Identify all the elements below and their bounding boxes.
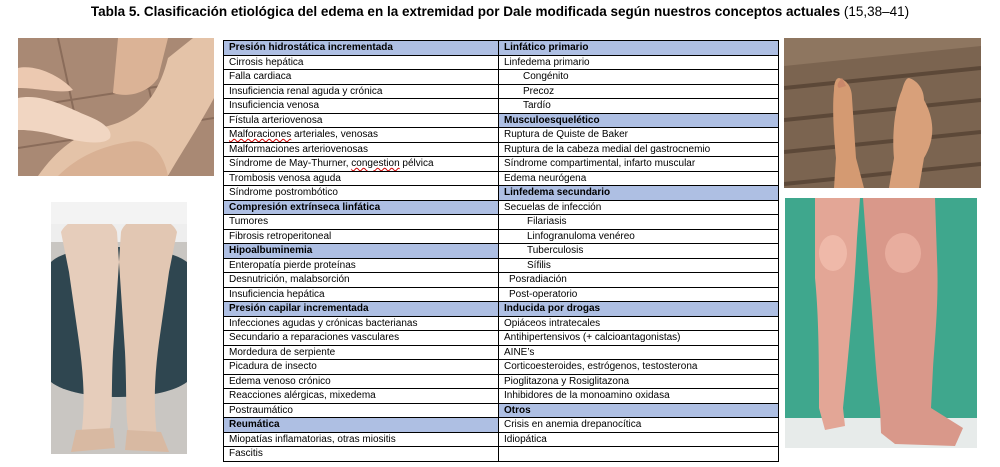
category-label: Linfático primario bbox=[504, 42, 589, 54]
cell-text: Fístula arteriovenosa bbox=[229, 114, 323, 126]
cell-text: Sífilis bbox=[527, 259, 551, 271]
cell-text: Linfogranuloma venéreo bbox=[527, 230, 635, 242]
table-row bbox=[224, 418, 779, 433]
table-cell bbox=[224, 142, 499, 157]
cell-text: Corticoesteroides, estrógenos, testosterona bbox=[504, 361, 698, 373]
cell-text: Malformaciones arteriovenosas bbox=[229, 143, 368, 155]
table-cell bbox=[499, 316, 779, 331]
table-row bbox=[224, 229, 779, 244]
table-cell bbox=[499, 287, 779, 302]
cell-text: Postraumático bbox=[229, 404, 293, 416]
table-cell bbox=[224, 128, 499, 143]
cell-text: Trombosis venosa aguda bbox=[229, 172, 341, 184]
table-row bbox=[224, 215, 779, 230]
table-cell bbox=[499, 360, 779, 375]
title-main: Tabla 5. Clasificación etiológica del edema en la extremidad por Dale modificada según nuestros conceptos actuales bbox=[90, 4, 841, 19]
table-cell bbox=[224, 331, 499, 346]
cell-text: Post-operatorio bbox=[509, 288, 578, 300]
category-label: Inducida por drogas bbox=[504, 303, 601, 315]
table-row bbox=[224, 432, 779, 447]
table-cell bbox=[224, 389, 499, 404]
cell-text: Falla cardiaca bbox=[229, 71, 292, 83]
table-row bbox=[224, 70, 779, 85]
category-label: Otros bbox=[504, 404, 531, 416]
table-cell bbox=[224, 273, 499, 288]
table-cell bbox=[499, 229, 779, 244]
table-cell bbox=[499, 215, 779, 230]
table-row bbox=[224, 244, 779, 259]
cell-text: Pioglitazona y Rosiglitazona bbox=[504, 375, 630, 387]
feet-deck-photo bbox=[784, 38, 981, 188]
cell-text: Insuficiencia venosa bbox=[229, 100, 320, 112]
edema-classification-table bbox=[223, 40, 779, 462]
cell-text: Insuficiencia hepática bbox=[229, 288, 325, 300]
table-row bbox=[224, 389, 779, 404]
foot-pitting-photo bbox=[18, 38, 214, 176]
cell-text: Linfedema primario bbox=[504, 56, 590, 68]
table-cell bbox=[499, 273, 779, 288]
cell-text: Miopatías inflamatorias, otras miositis bbox=[229, 433, 396, 445]
table-row bbox=[224, 345, 779, 360]
table-cell bbox=[499, 70, 779, 85]
title-refs: (15,38–41) bbox=[843, 4, 910, 19]
cell-text: Ruptura de Quiste de Baker bbox=[504, 129, 628, 141]
cell-text: Secuelas de infección bbox=[504, 201, 602, 213]
cell-text: Picadura de insecto bbox=[229, 361, 317, 373]
table-row bbox=[224, 316, 779, 331]
cell-text: Tuberculosis bbox=[527, 245, 584, 257]
table-row bbox=[224, 99, 779, 114]
cell-text: Edema venoso crónico bbox=[229, 375, 331, 387]
table-row bbox=[224, 360, 779, 375]
table-cell bbox=[499, 99, 779, 114]
table-cell bbox=[499, 244, 779, 259]
page-title bbox=[0, 4, 1000, 19]
cell-text: AINE’s bbox=[504, 346, 535, 358]
category-header-cell bbox=[224, 302, 499, 317]
category-label: Linfedema secundario bbox=[504, 187, 611, 199]
cell-text: Desnutrición, malabsorción bbox=[229, 274, 350, 286]
category-label: Hipoalbuminemia bbox=[229, 245, 313, 257]
table-cell bbox=[224, 99, 499, 114]
table-cell bbox=[224, 447, 499, 462]
table-cell bbox=[499, 374, 779, 389]
table-cell bbox=[224, 403, 499, 418]
cell-text: Posradiación bbox=[509, 274, 567, 286]
cell-text: Síndrome compartimental, infarto muscular bbox=[504, 158, 696, 170]
table-row bbox=[224, 447, 779, 462]
category-label: Compresión extrínseca linfática bbox=[229, 201, 381, 213]
table-cell bbox=[499, 157, 779, 172]
category-label: Reumática bbox=[229, 419, 280, 431]
table-row bbox=[224, 331, 779, 346]
table-row bbox=[224, 41, 779, 56]
table-cell bbox=[499, 128, 779, 143]
table-cell bbox=[224, 113, 499, 128]
category-header-cell bbox=[499, 186, 779, 201]
category-label: Presión capilar incrementada bbox=[229, 303, 369, 315]
cell-text: Enteropatía pierde proteínas bbox=[229, 259, 356, 271]
table-row bbox=[224, 302, 779, 317]
table-row bbox=[224, 55, 779, 70]
table-cell bbox=[499, 258, 779, 273]
cell-text: Mordedura de serpiente bbox=[229, 346, 336, 358]
table-cell bbox=[499, 389, 779, 404]
cell-text: Inhibidores de la monoamino oxidasa bbox=[504, 390, 670, 402]
table-row bbox=[224, 200, 779, 215]
category-header-cell bbox=[224, 200, 499, 215]
cell-text: Fibrosis retroperitoneal bbox=[229, 230, 332, 242]
table-cell bbox=[224, 84, 499, 99]
cell-text: Congénito bbox=[523, 71, 569, 83]
cell-text: Insuficiencia renal aguda y crónica bbox=[229, 85, 383, 97]
table-cell bbox=[224, 186, 499, 201]
category-header-cell bbox=[224, 41, 499, 56]
table-cell bbox=[224, 287, 499, 302]
table-cell bbox=[499, 418, 779, 433]
cell-text: Fascitis bbox=[229, 448, 263, 460]
cell-text: Síndrome de May-Thurner, congestion pélvica bbox=[229, 158, 434, 170]
legs-lymphedema-photo bbox=[785, 198, 977, 448]
cell-text: Idiopática bbox=[504, 433, 547, 445]
table-cell bbox=[224, 55, 499, 70]
cell-text: Precoz bbox=[523, 85, 555, 97]
table-cell bbox=[224, 258, 499, 273]
category-header-cell bbox=[499, 403, 779, 418]
category-header-cell bbox=[499, 302, 779, 317]
table-cell bbox=[499, 447, 779, 462]
table-cell bbox=[224, 374, 499, 389]
cell-text: Infecciones agudas y crónicas bacterianas bbox=[229, 317, 418, 329]
table-cell bbox=[224, 215, 499, 230]
category-header-cell bbox=[224, 418, 499, 433]
cell-text: Edema neurógena bbox=[504, 172, 587, 184]
cell-text: Ruptura de la cabeza medial del gastrocnemio bbox=[504, 143, 711, 155]
table-cell bbox=[224, 360, 499, 375]
table-row bbox=[224, 84, 779, 99]
cell-text: Secundario a reparaciones vasculares bbox=[229, 332, 400, 344]
table-row bbox=[224, 287, 779, 302]
cell-text: Síndrome postrombótico bbox=[229, 187, 338, 199]
table-cell bbox=[224, 171, 499, 186]
table-row bbox=[224, 157, 779, 172]
table-row bbox=[224, 113, 779, 128]
cell-text: Malforaciones arteriales, venosas bbox=[229, 129, 378, 141]
cell-text: Tardío bbox=[523, 100, 551, 112]
category-header-cell bbox=[499, 41, 779, 56]
cell-text: Reacciones alérgicas, mixedema bbox=[229, 390, 376, 402]
table-cell bbox=[224, 432, 499, 447]
table-cell bbox=[499, 171, 779, 186]
table-cell bbox=[499, 84, 779, 99]
table-cell bbox=[224, 70, 499, 85]
table-cell bbox=[224, 345, 499, 360]
table-row bbox=[224, 258, 779, 273]
table-row bbox=[224, 142, 779, 157]
category-label: Musculoesquelético bbox=[504, 114, 600, 126]
legs-seated-photo bbox=[51, 202, 187, 454]
category-header-cell bbox=[499, 113, 779, 128]
table-row bbox=[224, 273, 779, 288]
category-label: Presión hidrostática incrementada bbox=[229, 42, 393, 54]
cell-text: Antihipertensivos (+ calcioantagonistas) bbox=[504, 332, 681, 344]
table-cell bbox=[499, 200, 779, 215]
table-cell bbox=[224, 157, 499, 172]
table-cell bbox=[224, 316, 499, 331]
table-cell bbox=[499, 432, 779, 447]
cell-text: Crisis en anemia drepanocítica bbox=[504, 419, 642, 431]
table-cell bbox=[499, 55, 779, 70]
category-header-cell bbox=[224, 244, 499, 259]
table-row bbox=[224, 403, 779, 418]
table-row bbox=[224, 171, 779, 186]
cell-text: Cirrosis hepática bbox=[229, 56, 304, 68]
cell-text: Opiáceos intratecales bbox=[504, 317, 601, 329]
table-cell bbox=[499, 142, 779, 157]
table-cell bbox=[499, 331, 779, 346]
cell-text: Filariasis bbox=[527, 216, 567, 228]
table-cell bbox=[224, 229, 499, 244]
table-row bbox=[224, 128, 779, 143]
table-cell bbox=[499, 345, 779, 360]
table-row bbox=[224, 186, 779, 201]
cell-text: Tumores bbox=[229, 216, 269, 228]
table-row bbox=[224, 374, 779, 389]
